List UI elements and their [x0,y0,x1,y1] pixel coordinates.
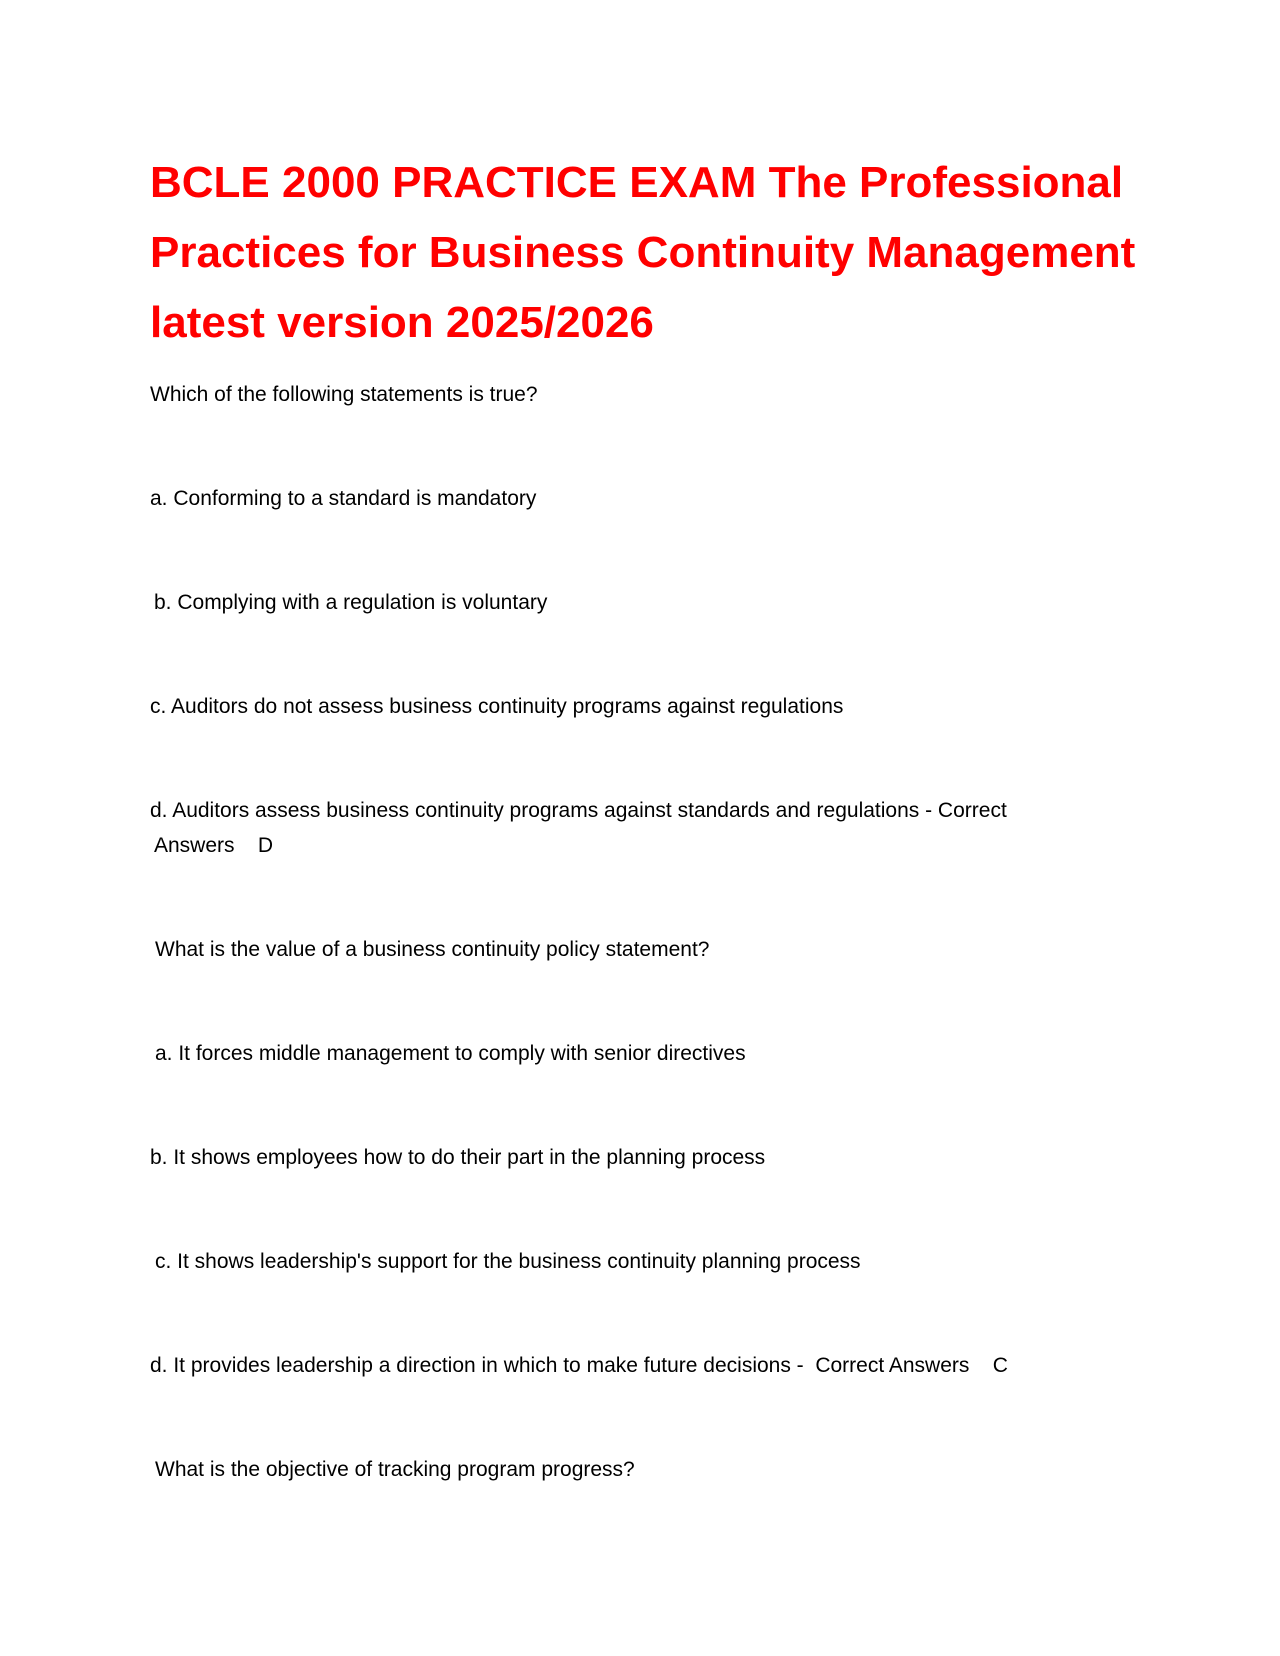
question-1-option-a: a. Conforming to a standard is mandatory [150,487,537,510]
question-1-option-d: d. Auditors assess business continuity programs against standards and regulations - Correct [150,799,1007,822]
question-2-option-a: a. It forces middle management to comply with senior directives [155,1042,746,1065]
question-2-option-d: d. It provides leadership a direction in which to make future decisions - Correct Answers C [150,1354,1008,1377]
question-3: What is the objective of tracking program progress? [155,1458,635,1481]
question-1-option-c: c. Auditors do not assess business continuity programs against regulations [150,695,844,718]
question-2-option-b: b. It shows employees how to do their part in the planning process [150,1146,766,1169]
question-2-option-c: c. It shows leadership's support for the business continuity planning process [155,1250,861,1273]
question-1-option-b: b. Complying with a regulation is voluntary [154,591,548,614]
document-title: BCLE 2000 PRACTICE EXAM The Professional Practices for Business Continuity Management latest version 2025/2026 [150,158,1136,347]
question-1: Which of the following statements is true? [150,383,538,406]
question-1-answer: Answers D [154,834,274,857]
question-2: What is the value of a business continuity policy statement? [155,938,710,961]
